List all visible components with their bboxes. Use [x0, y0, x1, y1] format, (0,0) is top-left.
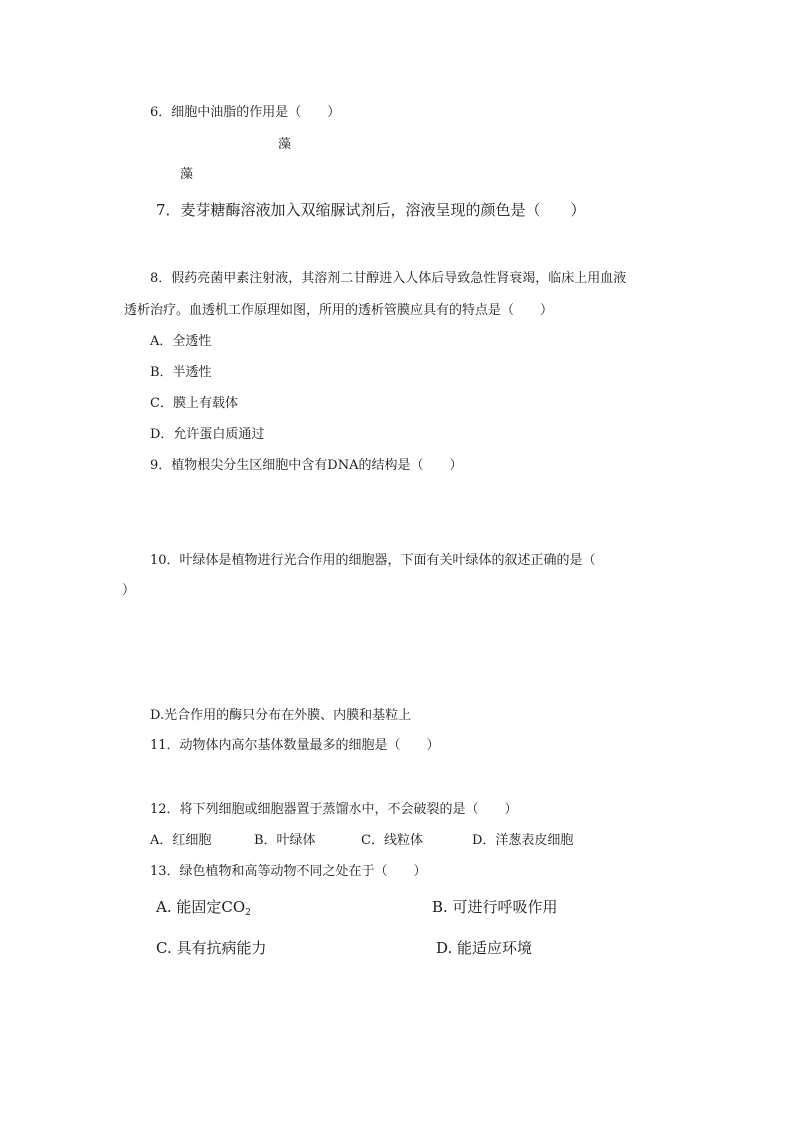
question-12-option-a: A．红细胞 [150, 833, 212, 848]
question-13-option-a [156, 897, 251, 923]
question-13-option-b: B. 可进行呼吸作用 [432, 898, 558, 916]
question-6-fragment-a: 藻 [278, 137, 292, 152]
question-13-option-a-subscript: 2 [245, 908, 251, 918]
question-12-option-d: D．洋葱表皮细胞 [472, 833, 574, 848]
question-13-option-c: C. 具有抗病能力 [156, 939, 267, 957]
question-10-option-d: D.光合作用的酶只分布在外膜、内膜和基粒上 [150, 708, 412, 723]
question-13-option-a-text: A. 能固定CO [156, 898, 246, 916]
question-6-text: 6．细胞中油脂的作用是（ ） [150, 105, 341, 120]
question-9-text: 9．植物根尖分生区细胞中含有DNA的结构是（ ） [150, 458, 463, 473]
question-8-line-2: 透析治疗。血透机工作原理如图，所用的透析管膜应具有的特点是（ ） [124, 303, 554, 318]
question-10-line-1: 10．叶绿体是植物进行光合作用的细胞器，下面有关叶绿体的叙述正确的是（ [150, 553, 596, 568]
question-7-text: 7．麦芽糖酶溶液加入双缩脲试剂后，溶液呈现的颜色是（ ） [156, 201, 586, 219]
question-8-option-d: D．允许蛋白质通过 [150, 427, 265, 442]
question-8-option-a: A．全透性 [150, 334, 212, 349]
question-13-text: 13．绿色植物和高等动物不同之处在于（ ） [150, 864, 427, 879]
question-10-line-2: ） [122, 583, 136, 598]
question-8-option-c: C．膜上有载体 [150, 396, 238, 411]
question-8-option-b: B．半透性 [150, 365, 212, 380]
question-13-option-d: D. 能适应环境 [436, 939, 533, 957]
question-11-text: 11．动物体内高尔基体数量最多的细胞是（ ） [150, 738, 440, 753]
question-12-option-b: B．叶绿体 [254, 833, 316, 848]
question-12-text: 12．将下列细胞或细胞器置于蒸馏水中，不会破裂的是（ ） [150, 802, 518, 817]
question-6-fragment-b: 藻 [180, 167, 194, 182]
question-8-line-1: 8．假药亮菌甲素注射液，其溶剂二甘醇进入人体后导致急性肾衰竭，临床上用血液 [150, 271, 627, 286]
question-12-option-c: C．线粒体 [361, 833, 423, 848]
